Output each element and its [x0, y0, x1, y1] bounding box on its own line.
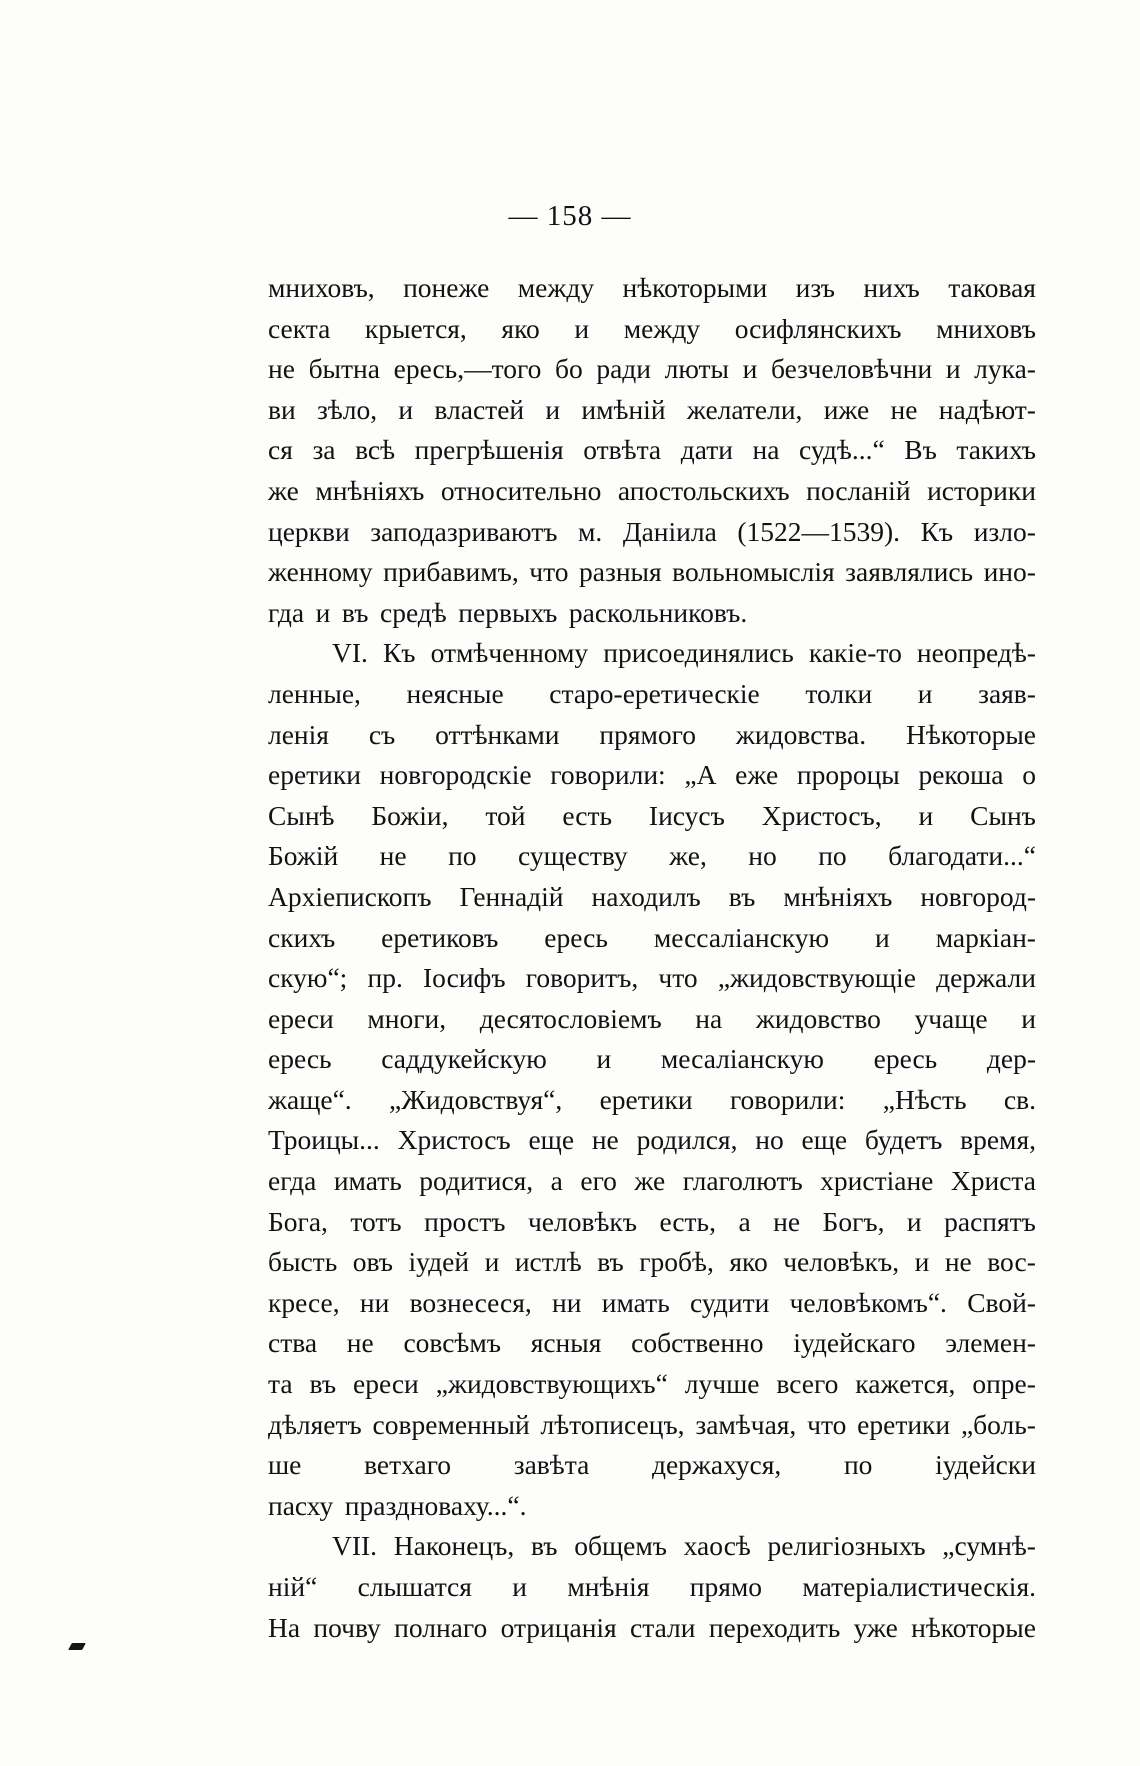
text-line: [268, 430, 1036, 471]
word: На: [268, 1611, 301, 1643]
word: іудейскаго: [793, 1327, 916, 1359]
word: св.: [1003, 1083, 1036, 1115]
word: жидовство: [755, 1002, 881, 1034]
word: матеріалистическія.: [802, 1571, 1036, 1602]
word: ветхаго: [364, 1449, 452, 1481]
word: и: [315, 596, 331, 628]
word: люты: [664, 353, 730, 385]
word: изъ: [795, 272, 836, 303]
word: и: [742, 353, 758, 385]
text-line: [268, 471, 1036, 512]
word: дер-: [986, 1043, 1036, 1075]
word: Христосъ: [397, 1124, 511, 1156]
word: посланій: [806, 474, 911, 506]
word: благодати...“: [888, 840, 1036, 872]
word: Іосифъ: [423, 962, 506, 994]
word: не: [591, 1124, 619, 1156]
word: „боль-: [960, 1408, 1036, 1440]
text-line: [268, 1567, 1036, 1608]
word: о: [1022, 759, 1036, 791]
word: и: [545, 393, 561, 425]
word: и: [875, 921, 890, 953]
word: заявлялись: [845, 556, 974, 588]
word: Бога,: [268, 1205, 328, 1237]
word: іудей: [408, 1246, 470, 1278]
word: еретики: [599, 1083, 693, 1115]
word: элемен-: [945, 1327, 1036, 1359]
word: прямо: [689, 1571, 763, 1602]
body-text: [268, 268, 1036, 1648]
word: пасху: [268, 1489, 334, 1521]
word: еретиковъ: [381, 921, 499, 953]
word: тотъ: [350, 1205, 402, 1237]
word: новгород-: [920, 880, 1036, 912]
word: Къ: [920, 515, 954, 547]
word: хаосѣ: [683, 1530, 751, 1562]
word: и: [484, 1246, 500, 1278]
word: лѣтописецъ,: [540, 1408, 685, 1440]
word: „жидовствующіе: [717, 962, 916, 994]
word: Наконецъ,: [393, 1530, 515, 1562]
word: совсѣмъ: [403, 1327, 501, 1359]
word: его: [580, 1165, 617, 1197]
word: существу: [517, 840, 628, 872]
word: желатели,: [686, 393, 803, 425]
word: религіозныхъ: [767, 1530, 926, 1562]
word: судѣ...“: [799, 434, 885, 466]
word: имать: [601, 1286, 670, 1318]
word: та: [268, 1368, 293, 1400]
word: что: [807, 1408, 847, 1440]
word: но: [755, 1124, 784, 1156]
word: женному: [268, 556, 373, 588]
word: что: [529, 556, 569, 588]
word: мессаліанскую: [653, 921, 830, 953]
text-line: [268, 999, 1036, 1040]
word: между: [623, 312, 701, 344]
word: стали: [630, 1611, 696, 1643]
word: церкви: [268, 515, 350, 547]
word: неясные: [406, 677, 504, 709]
text-line: [268, 633, 1036, 674]
text-line: [268, 1364, 1036, 1405]
word: Архіепископъ: [268, 880, 432, 912]
word: Іисусъ: [648, 799, 725, 831]
word: ереси: [268, 1002, 334, 1034]
text-line: [268, 877, 1036, 918]
word: яко: [729, 1246, 768, 1278]
word: ересь: [544, 921, 608, 953]
word: VI.: [332, 637, 368, 669]
text-line: [268, 1486, 1036, 1527]
word: человѣкъ: [527, 1205, 637, 1237]
word: овъ: [352, 1246, 394, 1278]
word: говорили:: [729, 1083, 846, 1115]
word: и: [945, 353, 961, 385]
word: мнѣніяхъ: [315, 474, 425, 506]
word: „Нѣсть: [882, 1083, 967, 1115]
word: общемъ: [574, 1530, 667, 1562]
word: завѣта: [513, 1449, 590, 1481]
word: многи,: [367, 1002, 447, 1034]
word: скую“;: [268, 962, 348, 994]
word: есть: [562, 799, 613, 831]
word: ленные,: [268, 677, 361, 709]
word: отвѣта: [583, 434, 662, 466]
word: заподазриваютъ: [370, 515, 558, 547]
word: судити: [690, 1286, 770, 1318]
text-line: [268, 268, 1036, 309]
word: нѣкоторые: [911, 1611, 1036, 1643]
word: въ: [728, 880, 756, 912]
text-line: [268, 755, 1036, 796]
word: съ: [368, 718, 396, 750]
page-number: — 158 —: [508, 200, 632, 232]
word: VII.: [332, 1530, 378, 1562]
word: секта: [268, 312, 331, 344]
word: крыется,: [364, 312, 467, 344]
word: еще: [801, 1124, 848, 1156]
word: гробѣ,: [639, 1246, 714, 1278]
word: неопредѣ-: [916, 637, 1036, 669]
text-line: [268, 1039, 1036, 1080]
word: въ: [530, 1530, 558, 1562]
word: Божіи,: [371, 799, 449, 831]
word: Даніила: [622, 515, 717, 547]
word: Въ: [904, 434, 937, 466]
word: глаголютъ: [682, 1165, 803, 1197]
word: прямого: [599, 718, 697, 750]
word: держали: [936, 962, 1036, 994]
word: человѣкомъ“.: [789, 1286, 947, 1318]
word: саддукейскую: [381, 1043, 547, 1075]
word: кажется,: [855, 1368, 956, 1400]
word: толки: [805, 677, 873, 709]
word: Свой-: [967, 1286, 1036, 1318]
word: кресе,: [268, 1286, 340, 1318]
word: слышатся: [357, 1571, 472, 1602]
word: на: [752, 434, 780, 466]
word: и: [914, 1246, 930, 1278]
word: по: [843, 1449, 873, 1481]
word: „А: [684, 759, 717, 791]
text-line: [268, 552, 1036, 593]
word: распятъ: [944, 1205, 1036, 1237]
word: ересь: [268, 1043, 332, 1075]
word: родитися,: [419, 1165, 534, 1197]
word: христіане: [820, 1165, 934, 1197]
word: раскольниковъ.: [568, 596, 748, 628]
text-line: [268, 1120, 1036, 1161]
word: заяв-: [978, 677, 1036, 709]
word: не: [379, 840, 407, 872]
word: мниховъ,: [268, 272, 375, 303]
word: въ: [309, 1368, 337, 1400]
word: ересь: [873, 1043, 938, 1075]
text-line: [268, 1526, 1036, 1567]
word: разныя: [579, 556, 662, 588]
word: апостольскихъ: [617, 474, 790, 506]
word: ній“: [268, 1571, 318, 1602]
word: властей: [434, 393, 525, 425]
word: ересь,—того: [393, 353, 542, 385]
text-line: [268, 309, 1036, 350]
word: держахуся,: [651, 1449, 782, 1481]
word: еретики: [857, 1408, 951, 1440]
word: прибавимъ,: [383, 556, 519, 588]
word: лука-: [974, 353, 1036, 385]
word: и: [512, 1571, 527, 1602]
word: и: [906, 1205, 922, 1237]
word: „Жидовствуя“,: [389, 1083, 563, 1115]
word: Богъ,: [822, 1205, 885, 1237]
text-line: [268, 1323, 1036, 1364]
word: Христосъ,: [761, 799, 882, 831]
word: ино-: [983, 556, 1036, 588]
word: ни: [359, 1286, 390, 1318]
word: таковая: [948, 272, 1036, 303]
word: той: [485, 799, 526, 831]
text-line: [268, 715, 1036, 756]
word: говорили:: [550, 759, 666, 791]
word: скихъ: [268, 921, 336, 953]
word: жидовства.: [735, 718, 867, 750]
word: мнѣнія: [567, 1571, 650, 1602]
word: рекоша: [918, 759, 1004, 791]
word: время,: [960, 1124, 1036, 1156]
word: надѣют-: [938, 393, 1036, 425]
text-line: [268, 1445, 1036, 1486]
word: а: [738, 1205, 751, 1237]
word: оттѣнками: [435, 718, 560, 750]
word: вольномыслія: [672, 556, 835, 588]
word: ради: [596, 353, 651, 385]
word: а: [550, 1165, 563, 1197]
word: Къ: [382, 637, 416, 669]
text-line: [268, 512, 1036, 553]
word: еже: [735, 759, 779, 791]
word: гда: [268, 596, 305, 628]
text-line: [268, 836, 1036, 877]
word: уже: [853, 1611, 898, 1643]
word: современный: [372, 1408, 530, 1440]
word: яко: [501, 312, 540, 344]
text-line: [268, 1242, 1036, 1283]
margin-mark: [68, 1643, 86, 1650]
word: же: [634, 1165, 666, 1197]
word: имать: [333, 1165, 402, 1197]
word: ленія: [268, 718, 329, 750]
word: средѣ: [380, 596, 447, 628]
word: но: [748, 840, 777, 872]
word: ереси: [353, 1368, 419, 1400]
word: изло-: [973, 515, 1036, 547]
word: родился,: [636, 1124, 738, 1156]
word: ясныя: [530, 1327, 602, 1359]
text-line: [268, 1608, 1036, 1649]
word: не: [773, 1205, 801, 1237]
word: ви: [268, 393, 296, 425]
word: ше: [268, 1449, 302, 1481]
text-line: [268, 1405, 1036, 1446]
word: безчеловѣчни: [771, 353, 933, 385]
word: бытна: [308, 353, 380, 385]
word: всего: [776, 1368, 839, 1400]
word: понеже: [403, 272, 490, 303]
word: и: [1021, 1002, 1036, 1034]
word: относительно: [440, 474, 602, 506]
word: Божій: [268, 840, 339, 872]
word: человѣкъ,: [783, 1246, 900, 1278]
word: имѣній: [581, 393, 666, 425]
word: не: [346, 1327, 374, 1359]
word: отмѣченному: [430, 637, 589, 669]
word: въ: [597, 1246, 624, 1278]
word: опре-: [972, 1368, 1036, 1400]
word: и: [398, 393, 414, 425]
word: учаще: [914, 1002, 988, 1034]
text-line: [268, 796, 1036, 837]
word: дѣляетъ: [268, 1408, 362, 1440]
word: (1522—1539).: [737, 515, 901, 547]
word: по: [448, 840, 477, 872]
word: собственно: [631, 1327, 764, 1359]
word: какіе-то: [808, 637, 902, 669]
word: жаще“.: [268, 1083, 352, 1115]
word: прегрѣшенія: [414, 434, 564, 466]
word: не: [944, 1246, 972, 1278]
word: и: [596, 1043, 612, 1075]
word: иже: [823, 393, 870, 425]
word: мниховъ: [936, 312, 1036, 344]
text-line: [268, 958, 1036, 999]
word: праздноваху...“.: [344, 1489, 527, 1521]
word: егда: [268, 1165, 317, 1197]
text-line: [268, 349, 1036, 390]
word: Троицы...: [268, 1124, 380, 1156]
word: Сынѣ: [268, 799, 335, 831]
word: нихъ: [863, 272, 920, 303]
word: не: [268, 353, 295, 385]
word: зѣло,: [316, 393, 378, 425]
word: вознесеся,: [409, 1286, 532, 1318]
word: „жидовствующихъ“: [435, 1368, 668, 1400]
word: между: [517, 272, 595, 303]
word: и: [917, 677, 933, 709]
word: по: [818, 840, 847, 872]
word: еретики: [268, 759, 361, 791]
word: историки: [927, 474, 1036, 506]
word: переходить: [708, 1611, 841, 1643]
word: есть,: [659, 1205, 716, 1237]
word: новгородскіе: [379, 759, 532, 791]
word: вос-: [987, 1246, 1036, 1278]
word: полнаго: [394, 1611, 488, 1643]
word: осифлянскихъ: [734, 312, 902, 344]
word: бо: [554, 353, 583, 385]
word: замѣчая,: [695, 1408, 797, 1440]
word: же: [268, 474, 299, 506]
word: говоритъ,: [525, 962, 639, 994]
word: маркіан-: [935, 921, 1036, 953]
text-line: [268, 674, 1036, 715]
word: Нѣкоторые: [906, 718, 1036, 750]
word: истлѣ: [514, 1246, 582, 1278]
word: отрицанія: [500, 1611, 617, 1643]
text-line: [268, 390, 1036, 431]
word: Геннадій: [459, 880, 564, 912]
word: почву: [313, 1611, 381, 1643]
word: всѣ: [355, 434, 396, 466]
word: за: [312, 434, 336, 466]
word: м.: [578, 515, 603, 547]
word: іудейски: [935, 1449, 1036, 1481]
word: еще: [528, 1124, 575, 1156]
word: нѣкоторыми: [622, 272, 768, 303]
word: не: [890, 393, 918, 425]
text-line: [268, 1202, 1036, 1243]
word: ся: [268, 434, 293, 466]
word: бысть: [268, 1246, 338, 1278]
word: десятословіемъ: [479, 1002, 662, 1034]
word: первыхъ: [458, 596, 558, 628]
word: простъ: [424, 1205, 506, 1237]
word: что: [658, 962, 698, 994]
word: будетъ: [864, 1124, 943, 1156]
word: дати: [680, 434, 733, 466]
word: Христа: [950, 1165, 1036, 1197]
word: находилъ: [591, 880, 701, 912]
word: же,: [669, 840, 707, 872]
word: и: [918, 799, 934, 831]
word: такихъ: [956, 434, 1036, 466]
word: „сумнѣ-: [942, 1530, 1036, 1562]
word: мнѣніяхъ: [783, 880, 893, 912]
word: присоединялись: [603, 637, 794, 669]
word: въ: [341, 596, 369, 628]
text-line: [268, 918, 1036, 959]
text-line: [268, 1161, 1036, 1202]
word: пр.: [367, 962, 403, 994]
word: и: [574, 312, 590, 344]
word: ни: [552, 1286, 582, 1318]
word: пророцы: [796, 759, 900, 791]
word: на: [695, 1002, 723, 1034]
word: ства: [268, 1327, 318, 1359]
text-line: [268, 1080, 1036, 1121]
word: месаліанскую: [660, 1043, 824, 1075]
word: Сынъ: [970, 799, 1036, 831]
text-line: [268, 593, 1036, 634]
word: старо-еретическіе: [549, 677, 760, 709]
word: лучше: [684, 1368, 760, 1400]
text-line: [268, 1283, 1036, 1324]
